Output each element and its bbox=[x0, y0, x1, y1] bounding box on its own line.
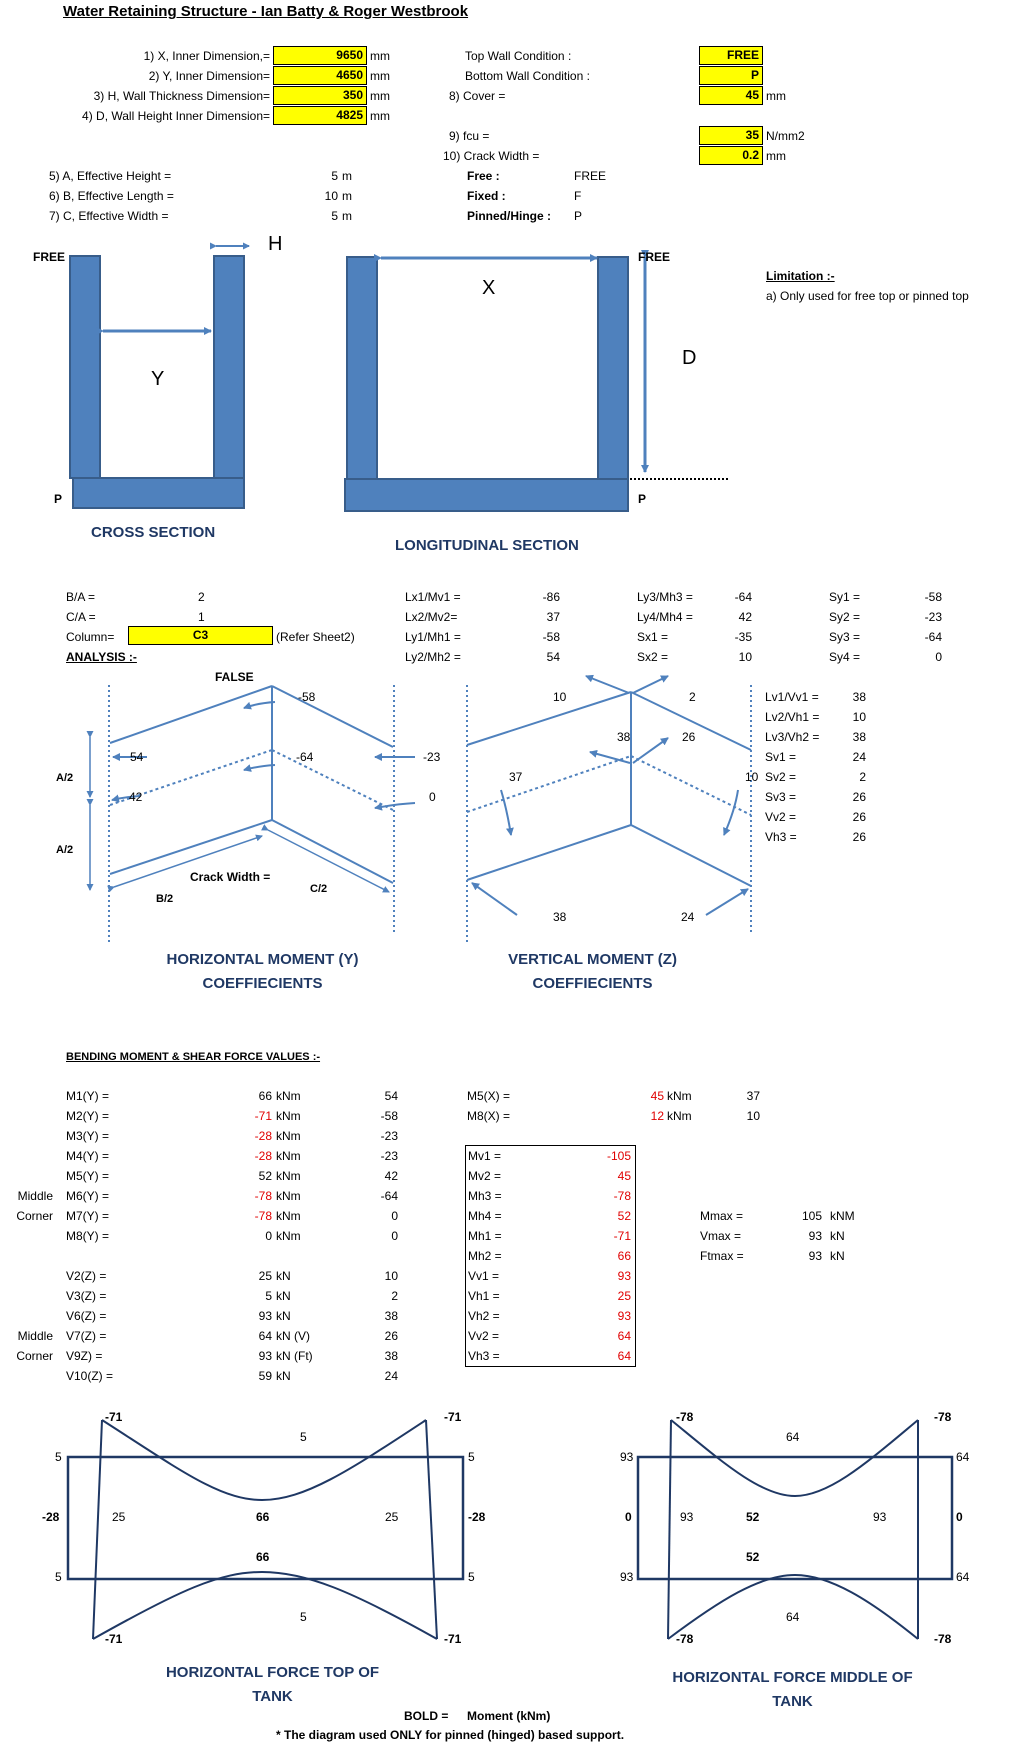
coefficient-label: Ly4/Mh4 = bbox=[637, 610, 693, 624]
cover-label: 8) Cover = bbox=[449, 89, 506, 103]
summary-label: Mv1 = bbox=[468, 1149, 502, 1163]
hm-coef-42: 42 bbox=[129, 790, 143, 804]
vertical-coef-value: 10 bbox=[852, 710, 866, 724]
summary-value: -78 bbox=[613, 1189, 631, 1203]
summary-value: 93 bbox=[617, 1309, 631, 1323]
force-top-caption-2: TANK bbox=[252, 1688, 293, 1705]
coefficient-label: Ly1/Mh1 = bbox=[405, 630, 461, 644]
fcu-input[interactable]: 35 bbox=[699, 126, 763, 145]
row-coefficient: 54 bbox=[384, 1089, 398, 1103]
vertical-coef-label: Lv2/Vh1 = bbox=[765, 710, 820, 724]
summary-value: 64 bbox=[617, 1349, 631, 1363]
coefficient-label: Ly2/Mh2 = bbox=[405, 650, 461, 664]
input-unit: mm bbox=[370, 109, 390, 123]
row-coefficient: 24 bbox=[384, 1369, 398, 1383]
row-value: 66 bbox=[258, 1089, 272, 1103]
summary-value: 64 bbox=[617, 1329, 631, 1343]
row-label: V10(Z) = bbox=[66, 1369, 114, 1383]
page-title: Water Retaining Structure - Ian Batty & Roger Westbrook bbox=[63, 3, 469, 20]
cross-free-label: FREE bbox=[33, 250, 66, 264]
b-half: B/2 bbox=[156, 893, 174, 905]
vm-coef-38a: 38 bbox=[617, 730, 631, 744]
row-label: V6(Z) = bbox=[66, 1309, 107, 1323]
vm-coef-38b: 38 bbox=[553, 910, 567, 924]
row-prefix: Middle bbox=[17, 1329, 53, 1343]
vertical-coef-label: Sv1 = bbox=[765, 750, 797, 764]
false-label: FALSE bbox=[215, 670, 254, 684]
row-unit: kNm bbox=[276, 1209, 301, 1223]
row-unit: kNm bbox=[276, 1129, 301, 1143]
limitation-title: Limitation :- bbox=[766, 269, 835, 283]
long-right-wall bbox=[598, 257, 628, 479]
input-label: 4) D, Wall Height Inner Dimension= bbox=[82, 109, 270, 123]
coefficient-label: Sx1 = bbox=[637, 630, 669, 644]
column-label: Column= bbox=[66, 630, 115, 644]
vertical-coef-label: Sv2 = bbox=[765, 770, 797, 784]
row-value: 25 bbox=[258, 1269, 272, 1283]
force-mid-value-l0: 0 bbox=[625, 1510, 632, 1524]
row-label: M3(Y) = bbox=[66, 1129, 110, 1143]
force-mid-value-top64: 64 bbox=[786, 1430, 800, 1444]
coefficient-value: 42 bbox=[738, 610, 752, 624]
long-free-label: FREE bbox=[638, 250, 671, 264]
force-top-value-r5b: 5 bbox=[468, 1570, 475, 1584]
force-top-value-tr: -71 bbox=[444, 1410, 462, 1424]
mx-coefficient: 37 bbox=[746, 1089, 760, 1103]
row-coefficient: -23 bbox=[380, 1129, 398, 1143]
vertical-coef-label: Lv1/Vv1 = bbox=[765, 690, 819, 704]
max-label: Mmax = bbox=[700, 1209, 744, 1223]
crack-width-unit: mm bbox=[766, 149, 786, 163]
max-unit: kNM bbox=[830, 1209, 855, 1223]
crack-width-note: Crack Width = bbox=[190, 870, 271, 884]
coefficient-label: Ly3/Mh3 = bbox=[637, 590, 693, 604]
force-mid-value-r0: 0 bbox=[956, 1510, 963, 1524]
row-value: -78 bbox=[254, 1189, 272, 1203]
hm-coef-64: -64 bbox=[296, 750, 314, 764]
force-top-value-bl: -71 bbox=[105, 1632, 123, 1646]
row-label: M2(Y) = bbox=[66, 1109, 110, 1123]
coefficient-value: 54 bbox=[546, 650, 560, 664]
row-coefficient: 26 bbox=[384, 1329, 398, 1343]
top-wall-condition-input[interactable]: FREE bbox=[699, 46, 763, 65]
horizontal-moment-diagram bbox=[90, 685, 415, 945]
mx-label: M5(X) = bbox=[467, 1089, 511, 1103]
vm-coef-26: 26 bbox=[682, 730, 696, 744]
row-unit: kNm bbox=[276, 1229, 301, 1243]
force-mid-caption-1: HORIZONTAL FORCE MIDDLE OF bbox=[672, 1669, 913, 1686]
coefficient-label: Sy1 = bbox=[829, 590, 861, 604]
top-wall-condition-label: Top Wall Condition : bbox=[465, 49, 572, 63]
force-top-value-r5a: 5 bbox=[468, 1450, 475, 1464]
coefficient-value: 37 bbox=[546, 610, 560, 624]
row-label: V9Z) = bbox=[66, 1349, 103, 1363]
force-top-value-tl: -71 bbox=[105, 1410, 123, 1424]
force-diagram-top bbox=[68, 1420, 463, 1639]
effective-label: 5) A, Effective Height = bbox=[49, 169, 172, 183]
long-left-wall bbox=[347, 257, 377, 479]
vm-coef-24: 24 bbox=[681, 910, 695, 924]
y-label: Y bbox=[151, 368, 165, 390]
mx-label: M8(X) = bbox=[467, 1109, 511, 1123]
row-coefficient: 0 bbox=[391, 1229, 398, 1243]
row-value: 59 bbox=[258, 1369, 272, 1383]
max-unit: kN bbox=[830, 1249, 845, 1263]
cover-input[interactable]: 45 bbox=[699, 86, 763, 105]
force-mid-value-l93b: 93 bbox=[620, 1570, 634, 1584]
vertical-coef-value: 24 bbox=[852, 750, 866, 764]
force-top-value-l5a: 5 bbox=[55, 1450, 62, 1464]
row-label: M7(Y) = bbox=[66, 1209, 110, 1223]
x-label: X bbox=[482, 277, 496, 299]
analysis-heading: ANALYSIS :- bbox=[66, 650, 137, 664]
effective-unit: m bbox=[342, 189, 352, 203]
summary-value: -105 bbox=[606, 1149, 631, 1163]
force-mid-value-br: -78 bbox=[934, 1632, 952, 1646]
row-prefix: Middle bbox=[17, 1189, 53, 1203]
bold-legend-label: BOLD = bbox=[404, 1709, 449, 1723]
vertical-coef-value: 38 bbox=[852, 730, 866, 744]
vertical-moment-caption-1: VERTICAL MOMENT (Z) bbox=[508, 951, 677, 968]
coefficient-value: -64 bbox=[924, 630, 942, 644]
mx-unit: kNm bbox=[667, 1089, 692, 1103]
row-coefficient: 38 bbox=[384, 1309, 398, 1323]
vertical-coef-label: Vv2 = bbox=[765, 810, 797, 824]
effective-label: 6) B, Effective Length = bbox=[49, 189, 174, 203]
row-value: 93 bbox=[258, 1309, 272, 1323]
row-coefficient: 38 bbox=[384, 1349, 398, 1363]
cover-unit: mm bbox=[766, 89, 786, 103]
summary-value: 45 bbox=[617, 1169, 631, 1183]
bottom-wall-condition-input[interactable]: P bbox=[699, 66, 763, 85]
row-unit: kN bbox=[276, 1289, 291, 1303]
support-legend-label: Free : bbox=[467, 169, 500, 183]
c-half: C/2 bbox=[310, 883, 328, 895]
support-legend-value: P bbox=[574, 209, 583, 223]
vm-coef-37: 37 bbox=[509, 770, 523, 784]
force-top-value-r28: -28 bbox=[468, 1510, 486, 1524]
row-coefficient: -23 bbox=[380, 1149, 398, 1163]
input-value[interactable]: 350 bbox=[273, 86, 367, 105]
row-unit: kN bbox=[276, 1309, 291, 1323]
force-mid-value-n93a: 93 bbox=[680, 1510, 694, 1524]
row-label: M1(Y) = bbox=[66, 1089, 110, 1103]
crack-width-input[interactable]: 0.2 bbox=[699, 146, 763, 165]
cross-right-wall bbox=[214, 256, 244, 478]
force-mid-value-tr: -78 bbox=[934, 1410, 952, 1424]
longitudinal-section-caption: LONGITUDINAL SECTION bbox=[395, 537, 579, 554]
row-prefix: Corner bbox=[16, 1209, 53, 1223]
support-legend-label: Fixed : bbox=[467, 189, 506, 203]
coefficient-label: Lx1/Mv1 = bbox=[405, 590, 461, 604]
footer-note: * The diagram used ONLY for pinned (hinged) based support. bbox=[276, 1728, 625, 1742]
row-coefficient: -58 bbox=[380, 1109, 398, 1123]
coefficient-value: -58 bbox=[542, 630, 560, 644]
vertical-coef-value: 2 bbox=[859, 770, 866, 784]
ca-value: 1 bbox=[198, 610, 205, 624]
input-unit: mm bbox=[370, 69, 390, 83]
max-label: Ftmax = bbox=[700, 1249, 744, 1263]
vertical-moment-caption-2: COEFFIECIENTS bbox=[532, 975, 653, 992]
force-top-value-top5: 5 bbox=[300, 1430, 307, 1444]
summary-value: 66 bbox=[617, 1249, 631, 1263]
input-label: 1) X, Inner Dimension,= bbox=[143, 49, 270, 63]
summary-label: Mh1 = bbox=[468, 1229, 502, 1243]
d-label: D bbox=[682, 347, 697, 369]
coefficient-label: Sx2 = bbox=[637, 650, 669, 664]
row-value: 5 bbox=[265, 1289, 272, 1303]
coefficient-label: Sy2 = bbox=[829, 610, 861, 624]
row-unit: kNm bbox=[276, 1189, 301, 1203]
a-half-lower: A/2 bbox=[56, 844, 74, 856]
ca-label: C/A = bbox=[66, 610, 96, 624]
force-mid-value-n93b: 93 bbox=[873, 1510, 887, 1524]
row-label: M8(Y) = bbox=[66, 1229, 110, 1243]
max-unit: kN bbox=[830, 1229, 845, 1243]
coefficient-label: Sy4 = bbox=[829, 650, 861, 664]
row-value: -78 bbox=[254, 1209, 272, 1223]
summary-value: 52 bbox=[617, 1209, 631, 1223]
coefficient-label: Lx2/Mv2= bbox=[405, 610, 458, 624]
vm-coef-10b: 10 bbox=[745, 770, 759, 784]
effective-unit: m bbox=[342, 169, 352, 183]
cross-section-caption: CROSS SECTION bbox=[91, 524, 216, 541]
summary-label: Vh2 = bbox=[468, 1309, 500, 1323]
row-label: V2(Z) = bbox=[66, 1269, 107, 1283]
vertical-coef-value: 38 bbox=[852, 690, 866, 704]
row-coefficient: 0 bbox=[391, 1209, 398, 1223]
bottom-wall-condition-label: Bottom Wall Condition : bbox=[465, 69, 590, 83]
max-label: Vmax = bbox=[700, 1229, 742, 1243]
coefficient-value: -23 bbox=[924, 610, 942, 624]
support-legend-label: Pinned/Hinge : bbox=[467, 209, 551, 223]
vertical-coef-value: 26 bbox=[852, 790, 866, 804]
force-top-value-n25b: 25 bbox=[385, 1510, 399, 1524]
summary-label: Vv2 = bbox=[468, 1329, 500, 1343]
horizontal-moment-caption-1: HORIZONTAL MOMENT (Y) bbox=[166, 951, 359, 968]
row-unit: kN bbox=[276, 1269, 291, 1283]
row-coefficient: 42 bbox=[384, 1169, 398, 1183]
ba-label: B/A = bbox=[66, 590, 96, 604]
force-mid-value-r64a: 64 bbox=[956, 1450, 970, 1464]
row-value: -71 bbox=[254, 1109, 272, 1123]
hm-coef-54: 54 bbox=[130, 750, 144, 764]
summary-label: Mv2 = bbox=[468, 1169, 502, 1183]
row-unit: kNm bbox=[276, 1169, 301, 1183]
row-unit: kNm bbox=[276, 1109, 301, 1123]
bm-section-title: BENDING MOMENT & SHEAR FORCE VALUES :- bbox=[66, 1051, 321, 1063]
coefficient-value: 0 bbox=[935, 650, 942, 664]
a-half-upper: A/2 bbox=[56, 772, 74, 784]
hm-coef-58: -58 bbox=[298, 690, 316, 704]
summary-label: Vv1 = bbox=[468, 1269, 500, 1283]
summary-label: Vh3 = bbox=[468, 1349, 500, 1363]
row-value: -28 bbox=[254, 1129, 272, 1143]
row-unit: kNm bbox=[276, 1089, 301, 1103]
row-label: M5(Y) = bbox=[66, 1169, 110, 1183]
mx-coefficient: 10 bbox=[746, 1109, 760, 1123]
vertical-coef-label: Sv3 = bbox=[765, 790, 797, 804]
vm-coef-2: 2 bbox=[689, 690, 696, 704]
horizontal-moment-caption-2: COEFFIECIENTS bbox=[202, 975, 323, 992]
input-label: 2) Y, Inner Dimension= bbox=[148, 69, 270, 83]
h-label: H bbox=[268, 233, 283, 255]
vertical-moment-diagram bbox=[467, 676, 751, 945]
effective-value: 5 bbox=[331, 169, 338, 183]
summary-value: 93 bbox=[617, 1269, 631, 1283]
cross-left-wall bbox=[70, 256, 100, 478]
support-legend-value: F bbox=[574, 189, 582, 203]
max-value: 93 bbox=[808, 1249, 822, 1263]
crack-width-label: 10) Crack Width = bbox=[443, 149, 540, 163]
vertical-coef-value: 26 bbox=[852, 810, 866, 824]
effective-unit: m bbox=[342, 209, 352, 223]
force-top-value-n25a: 25 bbox=[112, 1510, 126, 1524]
summary-label: Mh4 = bbox=[468, 1209, 502, 1223]
force-mid-caption-2: TANK bbox=[772, 1693, 813, 1710]
max-value: 93 bbox=[808, 1229, 822, 1243]
coefficient-value: -64 bbox=[734, 590, 752, 604]
row-label: V7(Z) = bbox=[66, 1329, 107, 1343]
ba-value: 2 bbox=[198, 590, 205, 604]
vertical-coef-label: Lv3/Vh2 = bbox=[765, 730, 820, 744]
input-unit: mm bbox=[370, 89, 390, 103]
input-value[interactable]: 4825 bbox=[273, 106, 367, 125]
input-unit: mm bbox=[370, 49, 390, 63]
summary-value: 25 bbox=[617, 1289, 631, 1303]
input-label: 3) H, Wall Thickness Dimension= bbox=[93, 89, 270, 103]
effective-value: 10 bbox=[324, 189, 338, 203]
force-mid-value-n52a: 52 bbox=[746, 1510, 760, 1524]
row-coefficient: 10 bbox=[384, 1269, 398, 1283]
long-base-slab bbox=[345, 479, 628, 511]
force-mid-value-r64b: 64 bbox=[956, 1570, 970, 1584]
mx-unit: kNm bbox=[667, 1109, 692, 1123]
force-top-value-br: -71 bbox=[444, 1632, 462, 1646]
column-reference: (Refer Sheet2) bbox=[276, 630, 355, 644]
row-label: M6(Y) = bbox=[66, 1189, 110, 1203]
summary-label: Mh2 = bbox=[468, 1249, 502, 1263]
cross-base-slab bbox=[73, 478, 244, 508]
row-coefficient: 2 bbox=[391, 1289, 398, 1303]
cross-pinned-label: P bbox=[54, 492, 63, 506]
support-legend-value: FREE bbox=[574, 169, 607, 183]
mx-value: 45 bbox=[650, 1089, 664, 1103]
row-unit: kN bbox=[276, 1369, 291, 1383]
summary-value: -71 bbox=[613, 1229, 631, 1243]
input-value[interactable]: 4650 bbox=[273, 66, 367, 85]
force-mid-value-n52b: 52 bbox=[746, 1550, 760, 1564]
force-mid-value-tl: -78 bbox=[676, 1410, 694, 1424]
force-top-value-n66a: 66 bbox=[256, 1510, 270, 1524]
hm-coef-23: -23 bbox=[423, 750, 441, 764]
row-unit: kN (V) bbox=[276, 1329, 310, 1343]
effective-label: 7) C, Effective Width = bbox=[49, 209, 169, 223]
summary-label: Vh1 = bbox=[468, 1289, 500, 1303]
effective-value: 5 bbox=[331, 209, 338, 223]
row-value: 52 bbox=[258, 1169, 272, 1183]
input-value[interactable]: 9650 bbox=[273, 46, 367, 65]
row-unit: kN (Ft) bbox=[276, 1349, 313, 1363]
vertical-coef-label: Vh3 = bbox=[765, 830, 797, 844]
fcu-unit: N/mm2 bbox=[766, 129, 805, 143]
coefficient-value: -58 bbox=[924, 590, 942, 604]
vertical-coef-value: 26 bbox=[852, 830, 866, 844]
row-coefficient: -64 bbox=[380, 1189, 398, 1203]
coefficient-value: 10 bbox=[738, 650, 752, 664]
hm-coef-0: 0 bbox=[429, 790, 436, 804]
vm-coef-10a: 10 bbox=[553, 690, 567, 704]
limitation-text: a) Only used for free top or pinned top bbox=[766, 289, 969, 303]
long-pinned-label: P bbox=[638, 492, 647, 506]
force-mid-value-bot64: 64 bbox=[786, 1610, 800, 1624]
max-value: 105 bbox=[801, 1209, 822, 1223]
coefficient-value: -86 bbox=[542, 590, 560, 604]
summary-label: Mh3 = bbox=[468, 1189, 502, 1203]
force-diagram-middle bbox=[638, 1420, 952, 1639]
force-top-caption-1: HORIZONTAL FORCE TOP OF bbox=[165, 1664, 380, 1681]
coefficient-label: Sy3 = bbox=[829, 630, 861, 644]
force-top-value-bot5: 5 bbox=[300, 1610, 307, 1624]
force-top-value-n66b: 66 bbox=[256, 1550, 270, 1564]
row-value: -28 bbox=[254, 1149, 272, 1163]
longitudinal-section-diagram bbox=[345, 257, 728, 511]
row-value: 93 bbox=[258, 1349, 272, 1363]
force-top-value-l5b: 5 bbox=[55, 1570, 62, 1584]
force-mid-value-l93a: 93 bbox=[620, 1450, 634, 1464]
row-value: 64 bbox=[258, 1329, 272, 1343]
mx-value: 12 bbox=[650, 1109, 664, 1123]
force-top-value-l28: -28 bbox=[42, 1510, 60, 1524]
fcu-label: 9) fcu = bbox=[449, 129, 490, 143]
row-unit: kNm bbox=[276, 1149, 301, 1163]
row-prefix: Corner bbox=[16, 1349, 53, 1363]
row-label: V3(Z) = bbox=[66, 1289, 107, 1303]
force-mid-value-bl: -78 bbox=[676, 1632, 694, 1646]
row-value: 0 bbox=[265, 1229, 272, 1243]
row-label: M4(Y) = bbox=[66, 1149, 110, 1163]
coefficient-value: -35 bbox=[734, 630, 752, 644]
bold-legend-value: Moment (kNm) bbox=[467, 1709, 551, 1723]
column-input[interactable]: C3 bbox=[128, 626, 273, 645]
